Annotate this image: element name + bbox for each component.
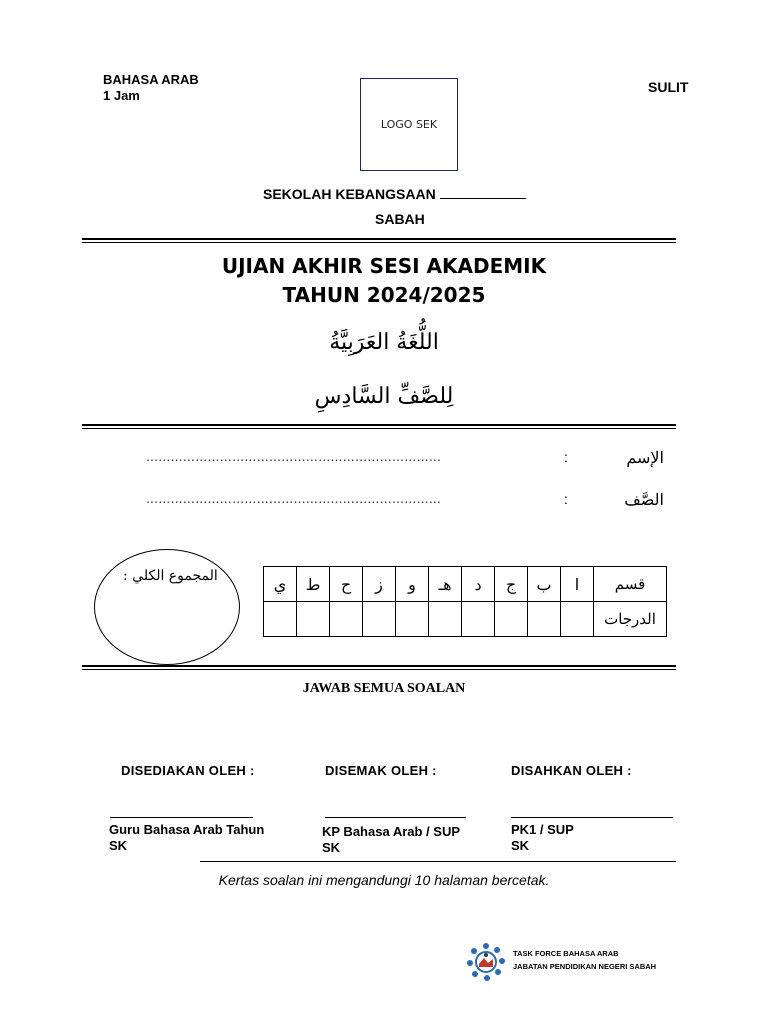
classification-label: SULIT — [648, 79, 689, 95]
header-left — [103, 72, 199, 104]
school-name — [263, 186, 526, 202]
checked-role-line2: SK — [322, 840, 341, 855]
score-table-header-row — [264, 567, 667, 602]
approved-role-line2: SK — [511, 838, 530, 853]
school-state: SABAH — [375, 211, 425, 227]
checked-role-line1: KP Bahasa Arab / SUP — [322, 824, 460, 839]
checked-role — [322, 824, 460, 856]
marks-cell-5[interactable] — [429, 602, 462, 637]
section-cell-10: ي — [264, 567, 297, 602]
duration-label: 1 Jam — [103, 88, 140, 103]
prepared-by-title: DISEDIAKAN OLEH : — [121, 763, 255, 778]
section-cell-6: و — [396, 567, 429, 602]
marks-cell-6[interactable] — [396, 602, 429, 637]
class-field-label: الصَّف — [624, 490, 664, 509]
score-table-marks-row — [264, 602, 667, 637]
footer-text — [513, 947, 656, 973]
checked-by-title: DISEMAK OLEH : — [325, 763, 437, 778]
divider-top — [82, 238, 676, 243]
school-name-blank — [440, 186, 526, 199]
marks-cell-9[interactable] — [297, 602, 330, 637]
section-cell-4: د — [462, 567, 495, 602]
class-field[interactable] — [140, 490, 670, 514]
divider-middle — [82, 424, 676, 429]
task-force-emblem-icon — [466, 942, 506, 982]
marks-cell-3[interactable] — [495, 602, 528, 637]
divider-bottom — [200, 861, 676, 862]
page-count-note: Kertas soalan ini mengandungi 10 halaman bercetak. — [218, 872, 550, 888]
instruction-text: JAWAB SEMUA SOALAN — [302, 681, 466, 696]
total-score-label: المجموع الكلي : — [123, 568, 218, 584]
section-cell-5: هـ — [429, 567, 462, 602]
prepared-signature-line[interactable] — [110, 817, 253, 818]
divider-lower — [82, 665, 676, 670]
prepared-role-line1: Guru Bahasa Arab Tahun — [109, 822, 265, 837]
marks-header-label: الدرجات — [594, 602, 667, 637]
name-field-label: الإسم — [626, 448, 664, 467]
marks-cell-4[interactable] — [462, 602, 495, 637]
approved-role — [511, 822, 574, 854]
subject-label: BAHASA ARAB — [103, 72, 199, 87]
class-field-colon: : — [564, 491, 568, 507]
marks-cell-7[interactable] — [363, 602, 396, 637]
prepared-role — [109, 822, 264, 854]
approved-by-title: DISAHKAN OLEH : — [511, 763, 632, 778]
section-header-label: قسم — [594, 567, 667, 602]
class-field-dots: ……………………………………………………………… — [146, 492, 442, 506]
section-cell-3: ج — [495, 567, 528, 602]
marks-cell-10[interactable] — [264, 602, 297, 637]
prepared-role-line2: SK — [109, 838, 128, 853]
approved-role-line1: PK1 / SUP — [511, 822, 574, 837]
arabic-class: لِلصَّفِّ السَّادِسِ — [314, 384, 454, 409]
section-cell-1: ا — [561, 567, 594, 602]
checked-signature-line[interactable] — [325, 817, 466, 818]
marks-cell-2[interactable] — [528, 602, 561, 637]
exam-title-line1: UJIAN AKHIR SESI AKADEMIK — [221, 254, 547, 278]
section-cell-8: ح — [330, 567, 363, 602]
name-field-dots: ……………………………………………………………… — [146, 450, 442, 464]
arabic-subject: اللُّغَةُ العَرَبِيَّةُ — [329, 330, 439, 355]
exam-title-line2: TAHUN 2024/2025 — [282, 283, 486, 307]
approved-signature-line[interactable] — [511, 817, 673, 818]
footer-line2: JABATAN PENDIDIKAN NEGERI SABAH — [513, 962, 657, 971]
marks-cell-1[interactable] — [561, 602, 594, 637]
section-cell-7: ز — [363, 567, 396, 602]
school-name-prefix: SEKOLAH KEBANGSAAN — [263, 186, 436, 202]
section-cell-9: ط — [297, 567, 330, 602]
score-table — [263, 566, 667, 637]
logo-placeholder-text: LOGO SEK — [380, 118, 438, 131]
exam-title — [0, 252, 768, 310]
school-logo-placeholder — [360, 78, 458, 171]
total-score-ellipse — [94, 549, 240, 665]
footer-line1: TASK FORCE BAHASA ARAB — [513, 949, 619, 958]
section-cell-2: ب — [528, 567, 561, 602]
name-field[interactable] — [140, 448, 670, 472]
marks-cell-8[interactable] — [330, 602, 363, 637]
name-field-colon: : — [564, 449, 568, 465]
